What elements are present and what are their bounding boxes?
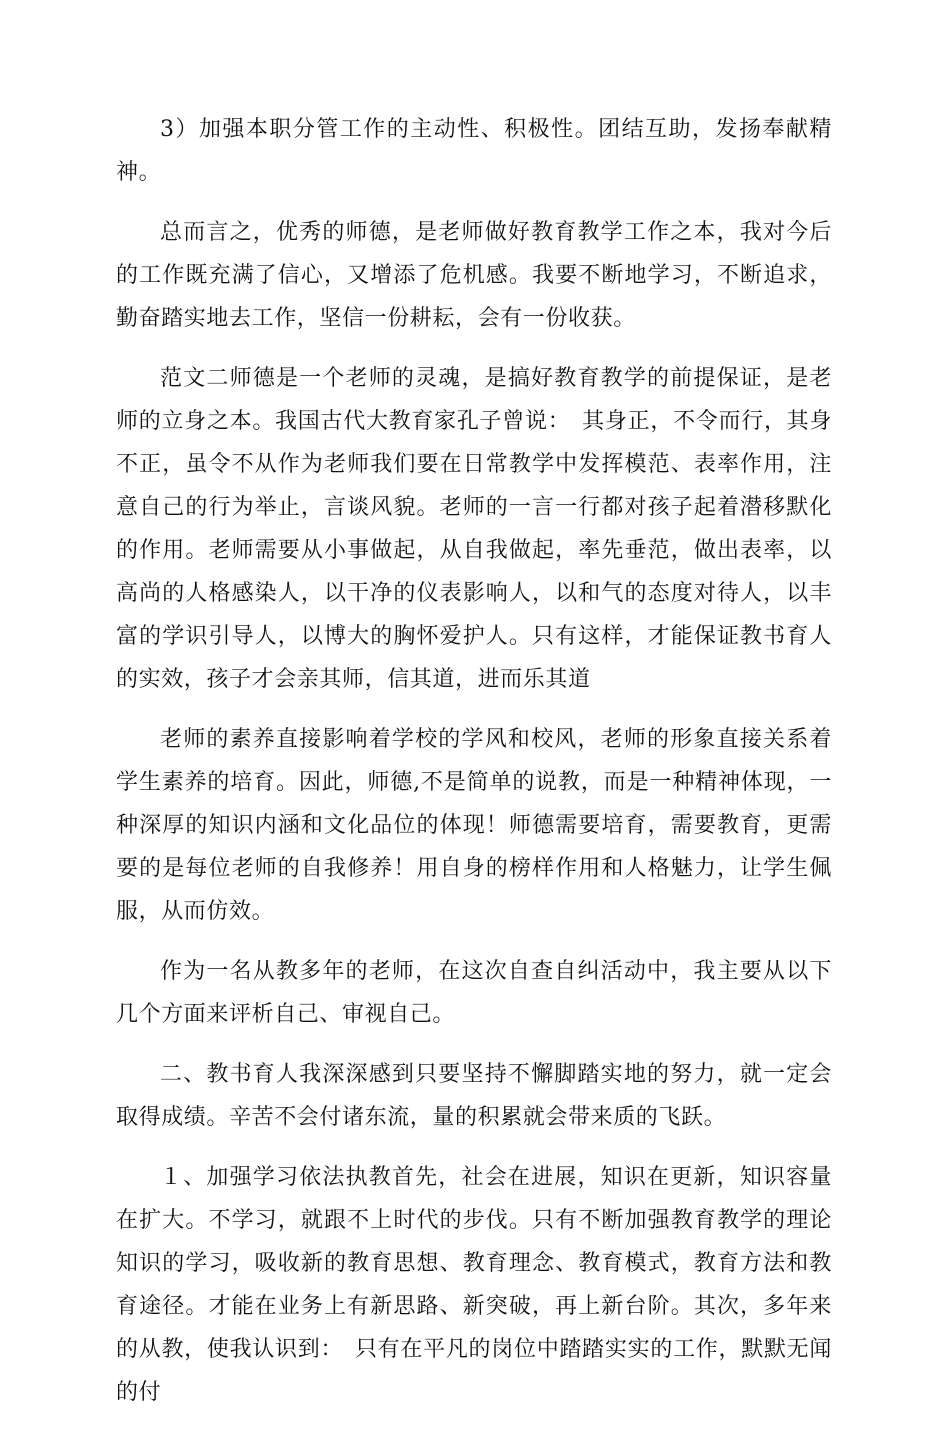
paragraph-4: 老师的素养直接影响着学校的学风和校风，老师的形象直接关系着学生素养的培育。因此，师德,不是简单的说教，而是一种精神体现，一种深厚的知识内涵和文化品位的体现！师德需要培育，需要教育，更需要的是每位老师的自我修养！用自身的榜样作用和人格魅力，让学生佩服，从而仿效。: [116, 727, 832, 924]
paragraph-6: 二、教书育人我深深感到只要坚持不懈脚踏实地的努力，就一定会取得成绩。辛苦不会付诸东流，量的积累就会带来质的飞跃。: [116, 1062, 832, 1130]
paragraph-2: 总而言之，优秀的师德，是老师做好教育教学工作之本，我对今后的工作既充满了信心，又增添了危机感。我要不断地学习，不断追求，勤奋踏实地去工作，坚信一份耕耘，会有一份收获。: [116, 220, 832, 331]
paragraph-3: 范文二师德是一个老师的灵魂，是搞好教育教学的前提保证，是老师的立身之本。我国古代大教育家孔子曾说： 其身正，不令而行，其身不正，虽令不从作为老师我们要在日常教学中发挥模范、表率作用，注意自己的行为举止，言谈风貌。老师的一言一行都对孩子起着潜移默化的作用。老师需要从小事做起，从自我做起，率先垂范，做出表率，以高尚的人格感染人，以干净的仪表影响人，以和气的态度对待人，以丰富的学识引导人，以博大的胸怀爱护人。只有这样，才能保证教书育人的实效，孩子才会亲其师，信其道，进而乐其道: [116, 366, 832, 692]
document-body: [116, 108, 832, 1431]
paragraph-7: １、加强学习依法执教首先，社会在进展，知识在更新，知识容量在扩大。不学习，就跟不上时代的步伐。只有不断加强教育教学的理论知识的学习，吸收新的教育思想、教育理念、教育模式，教育方法和教育途径。才能在业务上有新思路、新突破，再上新台阶。其次，多年来的从教，使我认识到： 只有在平凡的岗位中踏踏实实的工作，默默无闻的付: [116, 1165, 832, 1405]
paragraph-5: 作为一名从教多年的老师，在这次自查自纠活动中，我主要从以下几个方面来评析自己、审视自己。: [116, 959, 832, 1027]
paragraph-1: 3）加强本职分管工作的主动性、积极性。团结互助，发扬奉献精神。: [116, 117, 832, 185]
